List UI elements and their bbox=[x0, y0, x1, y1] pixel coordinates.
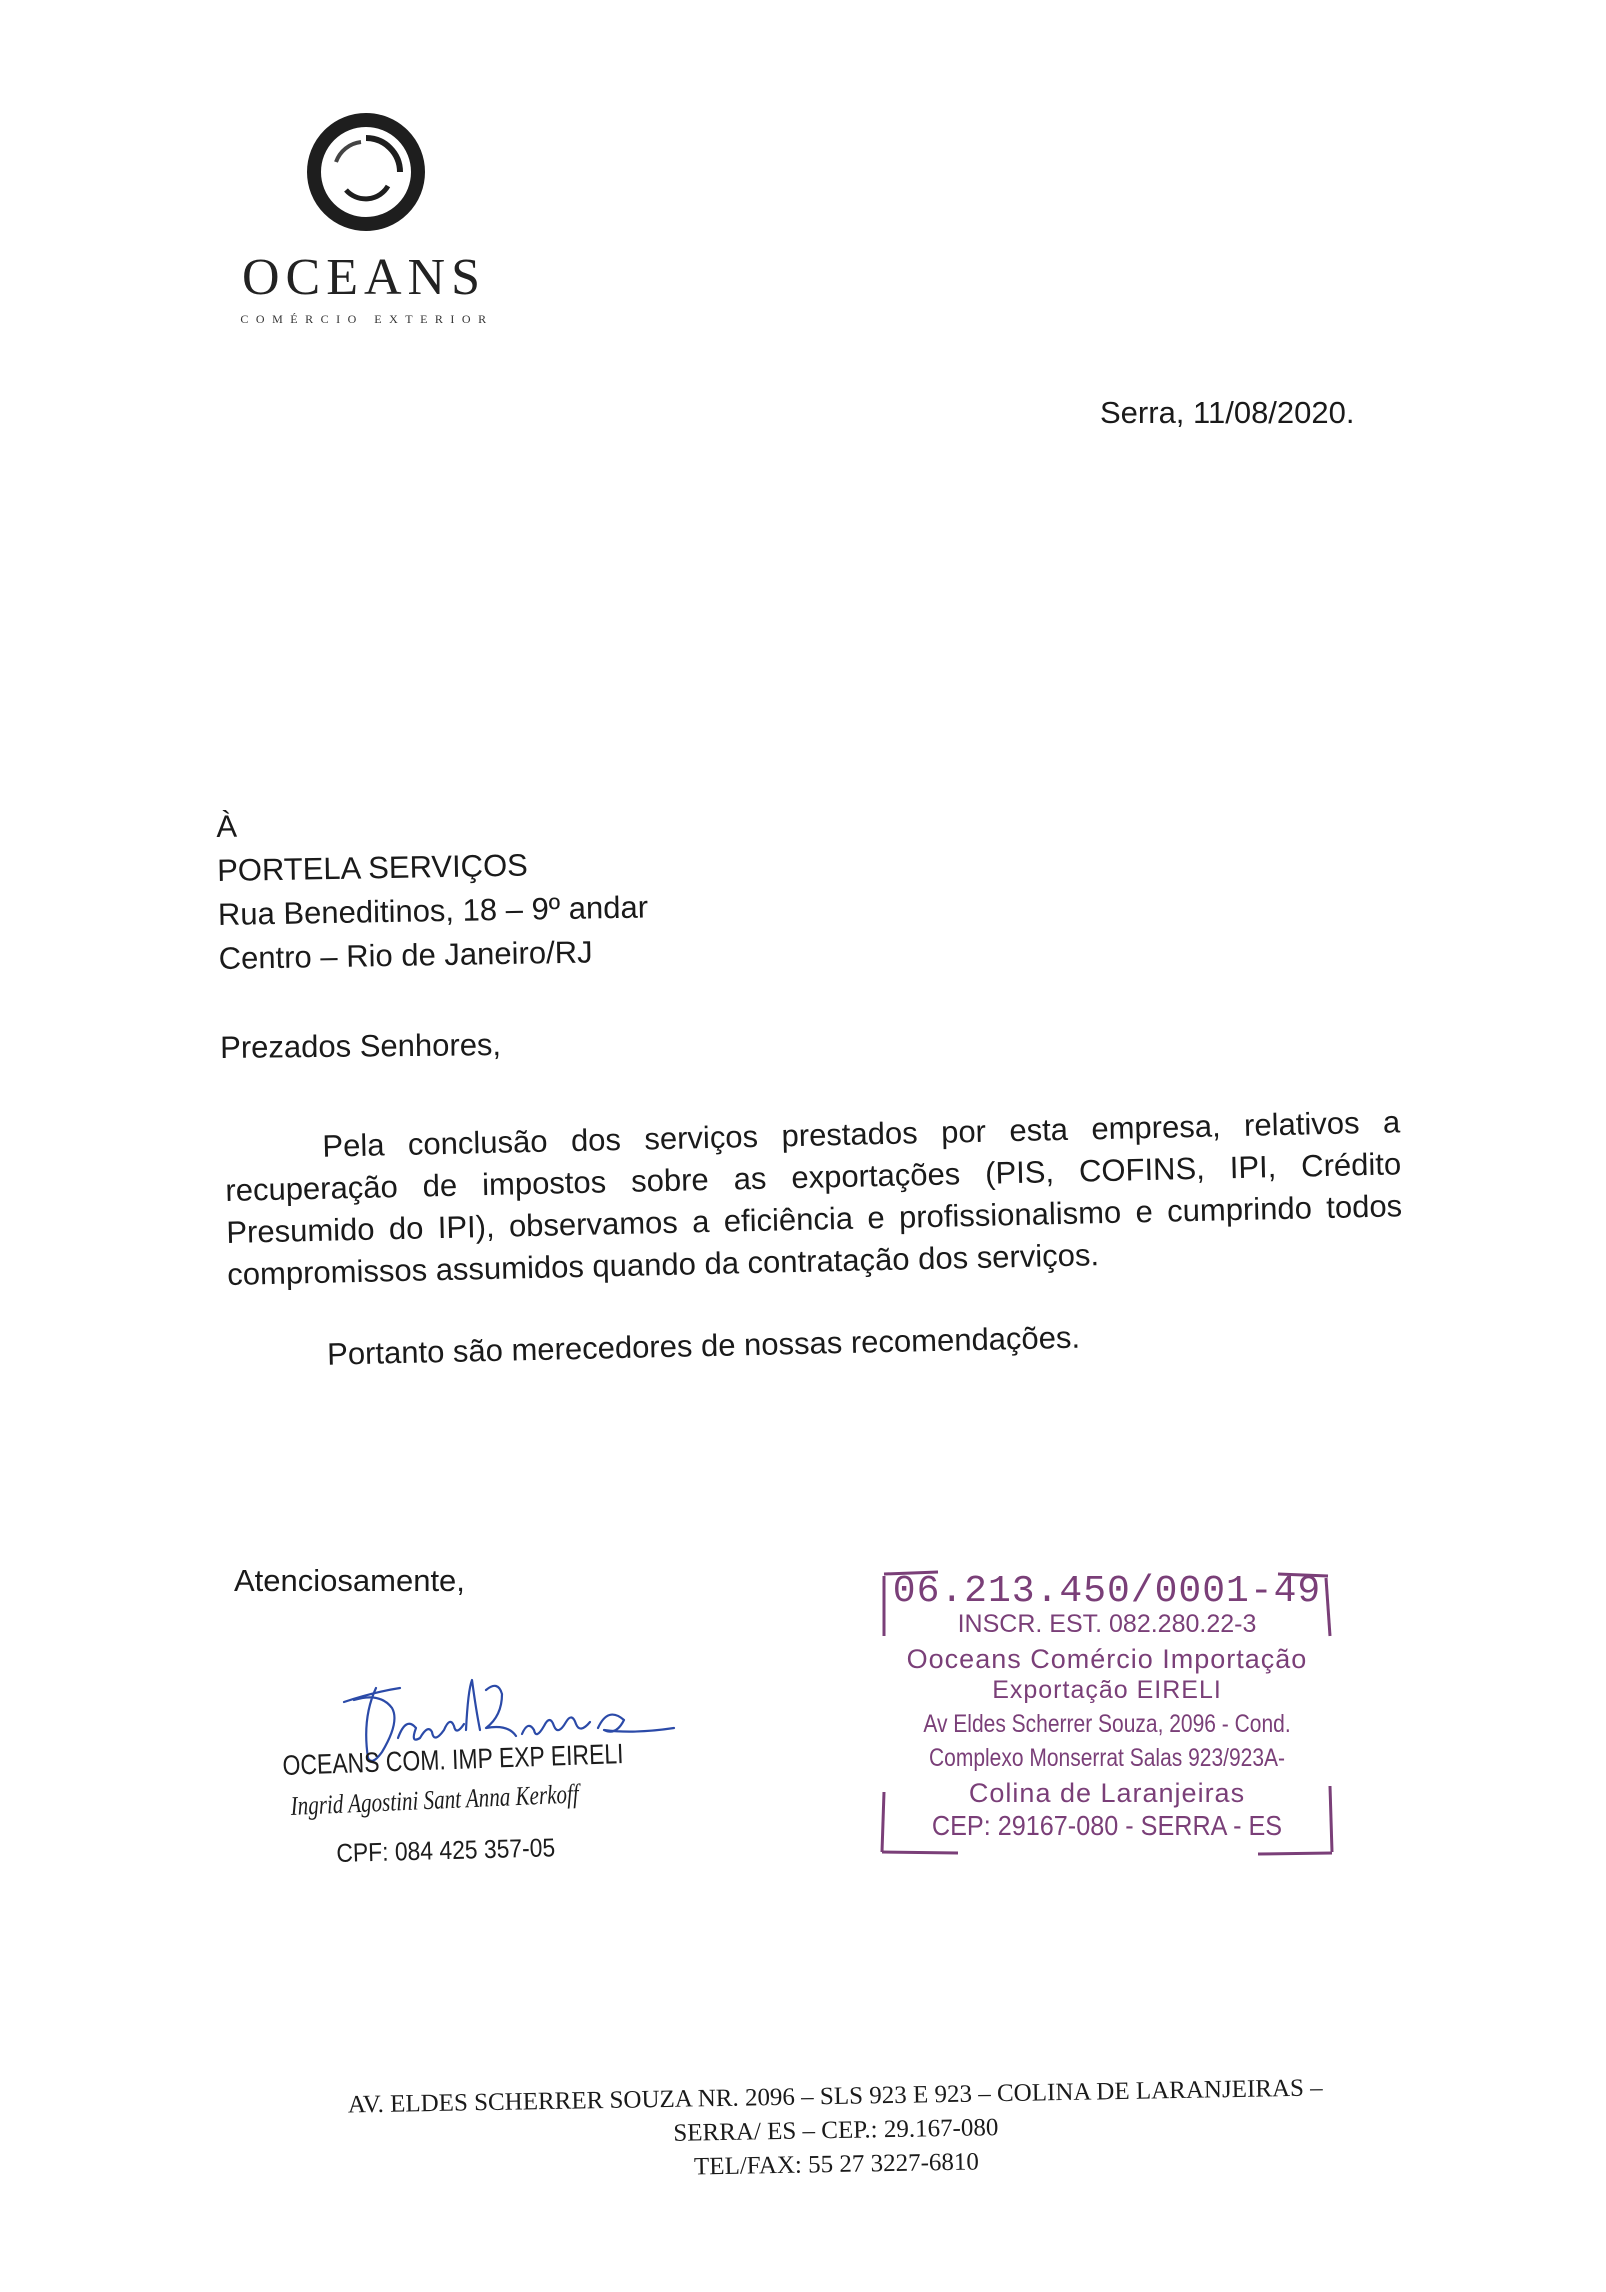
signer-company: OCEANS COM. IMP EXP EIRELI bbox=[282, 1738, 624, 1781]
recipient-prefix: À bbox=[216, 808, 238, 844]
swirl-logo-icon bbox=[306, 112, 426, 232]
recipient-city: Centro – Rio de Janeiro/RJ bbox=[218, 934, 593, 976]
stamp-company-name-2: Exportação EIRELI bbox=[992, 1676, 1222, 1704]
stamp-inscricao: INSCR. EST. 082.280.22-3 bbox=[957, 1610, 1257, 1638]
logo-tagline: COMÉRCIO EXTERIOR bbox=[240, 312, 494, 326]
stamp-cnpj: 06.213.450/0001-49 bbox=[892, 1570, 1322, 1613]
company-logo bbox=[226, 112, 502, 332]
recipient-street: Rua Beneditinos, 18 – 9º andar bbox=[217, 889, 649, 932]
footer-phone: TEL/FAX: 55 27 3227-6810 bbox=[693, 2148, 980, 2181]
company-stamp bbox=[878, 1566, 1336, 1856]
letter-body bbox=[224, 1101, 1405, 1378]
footer-address: AV. ELDES SCHERRER SOUZA NR. 2096 – SLS 923 E 923 – COLINA DE LARANJEIRAS – bbox=[347, 2074, 1323, 2119]
stamp-neighborhood: Colina de Laranjeiras bbox=[968, 1778, 1246, 1808]
stamp-cep: CEP: 29167-080 - SERRA - ES bbox=[931, 1810, 1283, 1841]
body-paragraph: Pela conclusão dos serviços prestados por esta empresa, relativos a recuperação de impostos sobre as exportações (PIS, COFINS, IPI, Crédito Presumido do IPI), observamos a eficiência e profissionalismo e cumprindo todos compromissos assumidos quando da contratação dos serviços. bbox=[225, 1104, 1403, 1292]
letter-date: Serra, 11/08/2020. bbox=[1100, 395, 1355, 430]
letterhead-footer bbox=[270, 2070, 1402, 2192]
body-paragraph: Portanto são merecedores de nossas recomendações. bbox=[326, 1319, 1081, 1372]
logo-wordmark: OCEANS bbox=[241, 249, 487, 306]
recipient-address bbox=[216, 797, 649, 980]
signer-cpf: CPF: 084 425 357-05 bbox=[336, 1832, 556, 1868]
signature-block bbox=[276, 1668, 736, 1888]
stamp-address-2: Complexo Monserrat Salas 923/923A- bbox=[928, 1744, 1286, 1772]
recipient-company: PORTELA SERVIÇOS bbox=[216, 847, 529, 888]
signer-name: Ingrid Agostini Sant Anna Kerkoff bbox=[290, 1778, 580, 1821]
stamp-address: Av Eldes Scherrer Souza, 2096 - Cond. bbox=[923, 1710, 1291, 1738]
closing: Atenciosamente, bbox=[234, 1563, 465, 1598]
salutation: Prezados Senhores, bbox=[220, 1027, 502, 1065]
stamp-company-name: Ooceans Comércio Importação bbox=[906, 1644, 1308, 1674]
footer-city: SERRA/ ES – CEP.: 29.167-080 bbox=[673, 2114, 999, 2147]
